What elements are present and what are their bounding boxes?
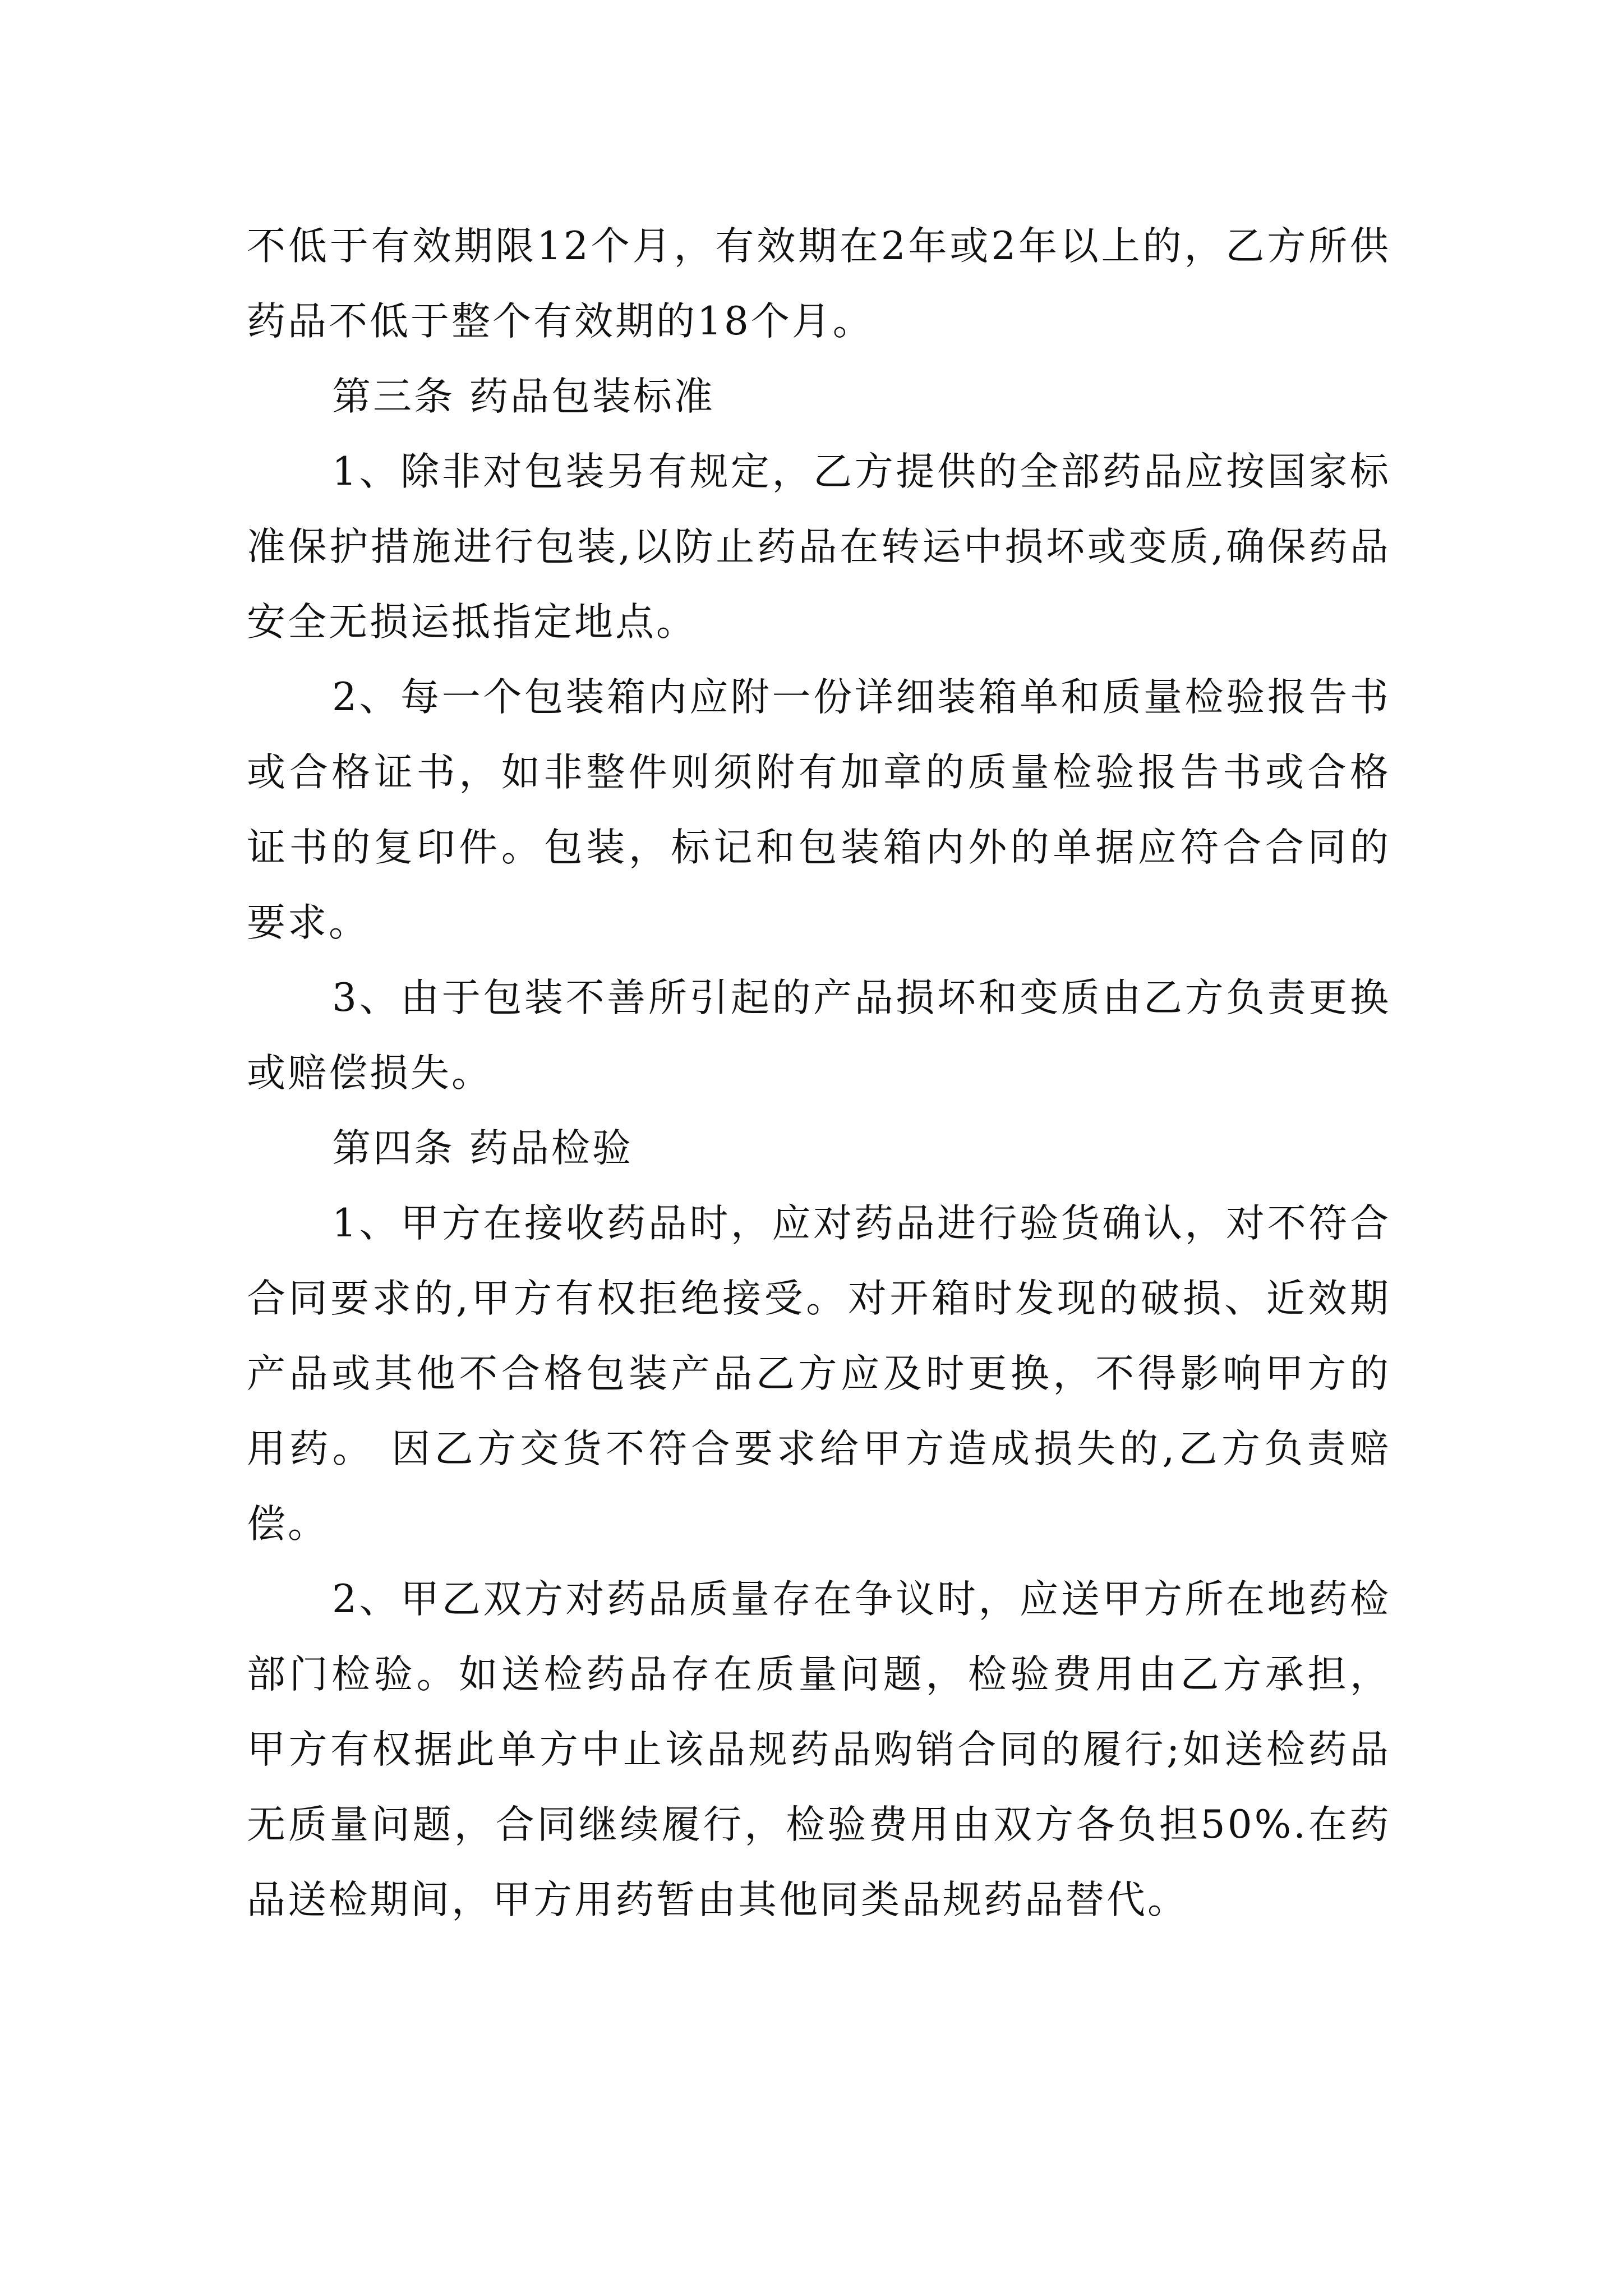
document-body — [247, 209, 1391, 1938]
section-heading-article-3: 第三条 药品包装标准 — [332, 374, 715, 419]
paragraph-inspection-2: 2、甲乙双方对药品质量存在争议时，应送甲方所在地药检部门检验。如送检药品存在质量问题，检验费用由乙方承担，甲方有权据此单方中止该品规药品购销合同的履行;如送检药品无质量问题，合同继续履行，检验费用由双方各负担50%.在药品送检期间，甲方用药暂由其他同类品规药品替代。 — [247, 1577, 1391, 1922]
paragraph-packaging-3: 3、由于包装不善所引起的产品损坏和变质由乙方负责更换或赔偿损失。 — [247, 976, 1391, 1096]
paragraph-continuation: 不低于有效期限12个月，有效期在2年或2年以上的，乙方所供药品不低于整个有效期的18个月。 — [247, 224, 1391, 344]
paragraph-packaging-1: 1、除非对包装另有规定，乙方提供的全部药品应按国家标准保护措施进行包装,以防止药品在转运中损坏或变质,确保药品安全无损运抵指定地点。 — [247, 449, 1391, 645]
paragraph-packaging-2: 2、每一个包装箱内应附一份详细装箱单和质量检验报告书或合格证书，如非整件则须附有加章的质量检验报告书或合格证书的复印件。包装，标记和包装箱内外的单据应符合合同的要求。 — [247, 675, 1391, 945]
section-heading-article-4: 第四条 药品检验 — [332, 1126, 633, 1171]
paragraph-inspection-1: 1、甲方在接收药品时，应对药品进行验货确认，对不符合合同要求的,甲方有权拒绝接受。对开箱时发现的破损、近效期产品或其他不合格包装产品乙方应及时更换，不得影响甲方的用药。 因乙方交货不符合要求给甲方造成损失的,乙方负责赔偿。 — [247, 1201, 1391, 1547]
